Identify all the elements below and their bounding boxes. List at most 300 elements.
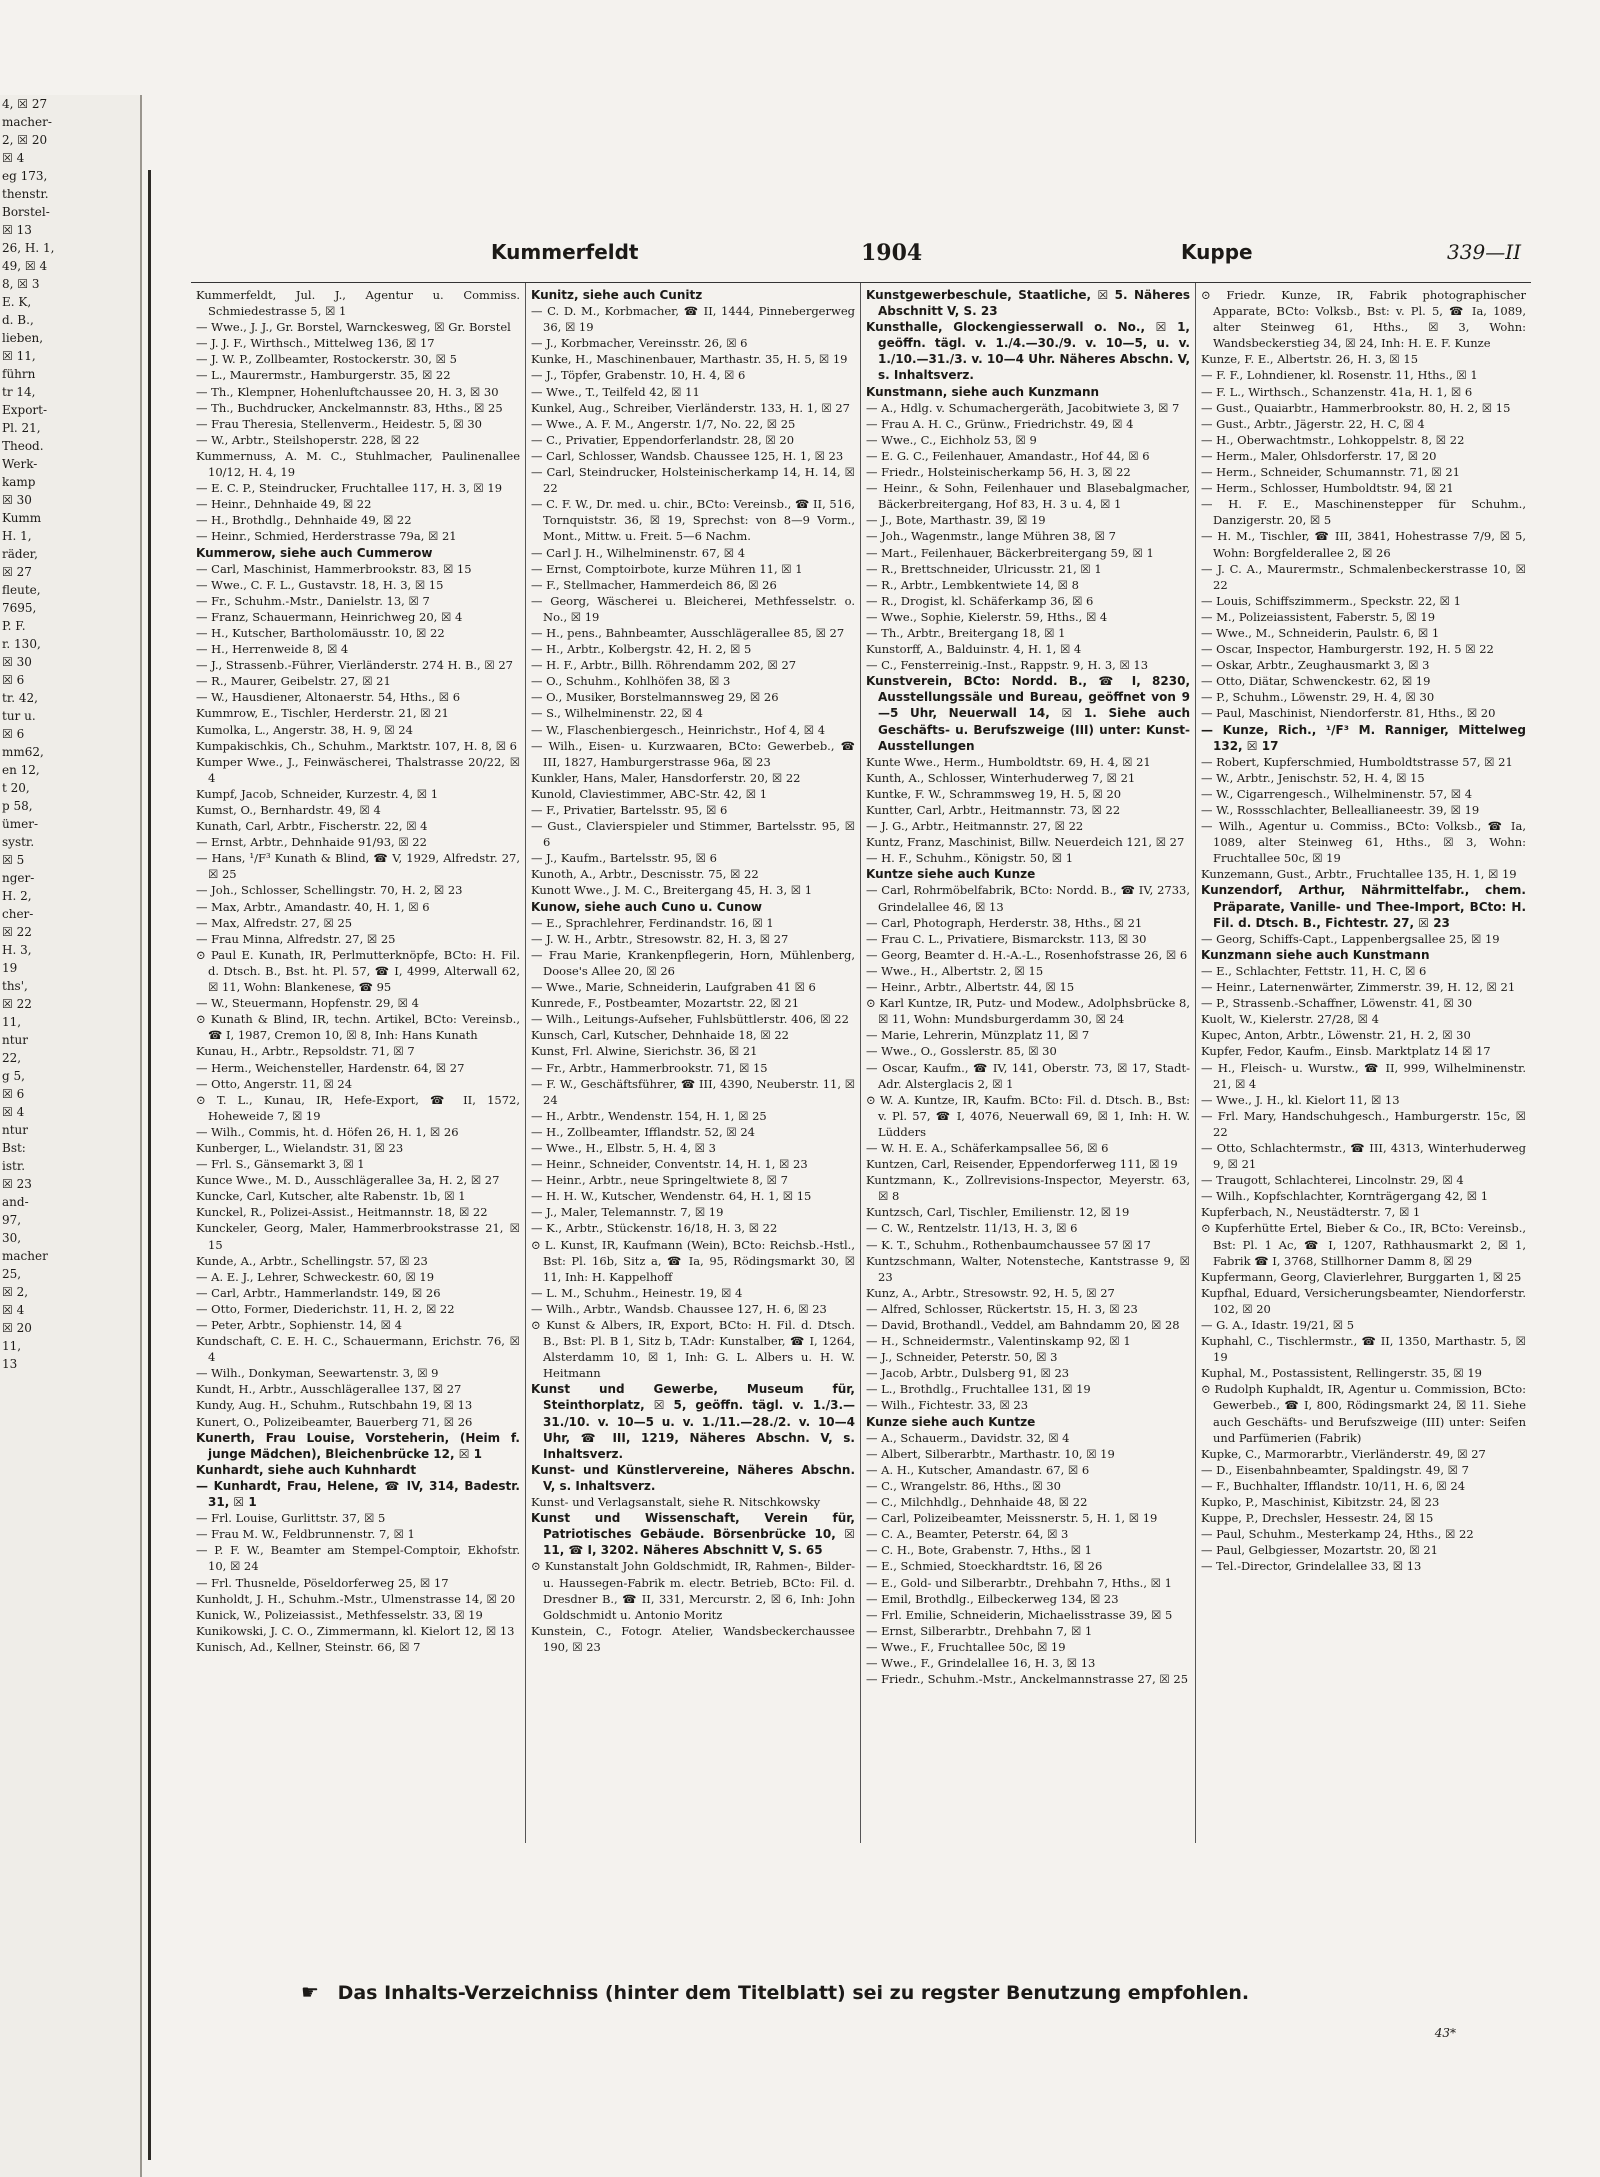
previous-page-fragment: Kumm	[2, 511, 42, 525]
directory-entry: Kuncke, Carl, Kutscher, alte Rabenstr. 1b, ☒ 1	[196, 1189, 466, 1204]
directory-entry: Kundy, Aug. H., Schuhm., Rutschbahn 19, ☒ 13	[196, 1398, 473, 1413]
directory-entry: — Max, Alfredstr. 27, ☒ 25	[196, 915, 353, 930]
directory-entry: — K. T., Schuhm., Rothenbaumchaussee 57 ☒ 17	[866, 1237, 1151, 1252]
directory-entry: — Joh., Schlosser, Schellingstr. 70, H. 2, ☒ 23	[196, 883, 463, 898]
directory-entry: Kundt, H., Arbtr., Ausschlägerallee 137, ☒ 27	[196, 1382, 462, 1397]
directory-entry: Kunth, A., Schlosser, Winterhuderweg 7, ☒ 21	[866, 770, 1136, 785]
directory-entry: Kunow, siehe auch Cuno u. Cunow	[531, 899, 763, 914]
directory-entry: Kunst, Frl. Alwine, Sierichstr. 36, ☒ 21	[531, 1044, 758, 1059]
directory-entry: Kuphal, M., Postassistent, Rellingerstr. 35, ☒ 19	[1201, 1366, 1483, 1381]
directory-entry: Kupke, C., Marmorarbtr., Vierländerstr. 49, ☒ 27	[1201, 1446, 1486, 1461]
directory-entry: — Carl, Arbtr., Hammerlandstr. 149, ☒ 26	[196, 1285, 441, 1300]
directory-entry: Kunzmann siehe auch Kunstmann	[1201, 947, 1430, 962]
directory-entry: — Fr., Schuhm.-Mstr., Danielstr. 13, ☒ 7	[196, 593, 430, 608]
previous-page-fragment: Werk-	[2, 457, 38, 471]
directory-entry: — J., Strassenb.-Führer, Vierländerstr. 274 H. B., ☒ 27	[196, 658, 513, 673]
directory-entry: — Wilh., Leitungs-Aufseher, Fuhlsbüttlerstr. 406, ☒ 22	[531, 1012, 849, 1027]
directory-entry: ⊙ Kunath & Blind, IR, techn. Artikel, BCto: Vereinsb., ☎ I, 1987, Cremon 10, ☒ 8, Inh: Hans Kunath	[196, 1012, 520, 1043]
directory-entry: — Herm., Maler, Ohlsdorferstr. 17, ☒ 20	[1201, 448, 1437, 463]
directory-entry: — W., Flaschenbiergesch., Heinrichstr., Hof 4, ☒ 4	[531, 722, 826, 737]
directory-entry: — Kunze, Rich., ¹/F³ M. Ranniger, Mittelweg 132, ☒ 17	[1201, 722, 1526, 753]
directory-entry: Kunsthalle, Glockengiesserwall o. No., ☒ 1, geöffn. tägl. v. 1./4.—30./9. v. 10—5, u. v. 1./10.—31./3. v. 10—4 Uhr. Näheres Abschn. V, s. Inhaltsverz.	[866, 320, 1190, 383]
previous-page-fragment: H. 1,	[2, 529, 32, 543]
directory-entry: — J. W. P., Zollbeamter, Rostockerstr. 30, ☒ 5	[196, 352, 457, 367]
directory-entry: — C. D. M., Korbmacher, ☎ II, 1444, Pinnebergerweg 36, ☒ 19	[531, 304, 855, 335]
previous-page-fragment: ☒ 30	[2, 493, 32, 507]
directory-entry: — C., Wrangelstr. 86, Hths., ☒ 30	[866, 1478, 1061, 1493]
directory-page	[148, 170, 1551, 2160]
directory-entry: — C. F. W., Dr. med. u. chir., BCto: Vereinsb., ☎ II, 516, Tornquiststr. 36, ☒ 19, Sprechst: von 8—9 Vorm., Mont., Mittw. u. Freit. 5—6 Nachm.	[531, 497, 855, 544]
directory-entry: — C., Fensterreinig.-Inst., Rappstr. 9, H. 3, ☒ 13	[866, 658, 1149, 673]
directory-entry: Kuntz, Franz, Maschinist, Billw. Neuerdeich 121, ☒ 27	[866, 835, 1185, 850]
directory-entry: — Frau A. H. C., Grünw., Friedrichstr. 49, ☒ 4	[866, 416, 1134, 431]
directory-entry: — Gust., Arbtr., Jägerstr. 22, H. C, ☒ 4	[1201, 416, 1425, 431]
directory-entry: — F., Privatier, Bartelsstr. 95, ☒ 6	[531, 803, 728, 817]
directory-entry: — H. F., Schuhm., Königstr. 50, ☒ 1	[866, 851, 1074, 866]
directory-entry: — A., Schauerm., Davidstr. 32, ☒ 4	[866, 1430, 1070, 1445]
previous-page-fragment: systr.	[2, 835, 35, 849]
directory-entry: ⊙ Karl Kuntze, IR, Putz- und Modew., Adolphsbrücke 8, ☒ 11, Wohn: Mundsburgerdamm 30, ☒ 24	[866, 996, 1190, 1027]
directory-entry: Kumpakischkis, Ch., Schuhm., Marktstr. 107, H. 8, ☒ 6	[196, 738, 518, 753]
directory-entry: — D., Eisenbahnbeamter, Spaldingstr. 49, ☒ 7	[1201, 1462, 1469, 1477]
directory-entry: — Wilh., Eisen- u. Kurzwaaren, BCto: Gewerbeb., ☎ III, 1827, Hamburgerstrasse 96a, ☒ 23	[531, 738, 855, 769]
directory-entry: Kunst und Gewerbe, Museum für, Steinthorplatz, ☒ 5, geöffn. tägl. v. 1./3.—31./10. v. 10—5 u. v. 1./11.—28./2. v. 10—4 Uhr, ☎ III, 1219, Näheres Abschn. V, s. Inhaltsverz.	[531, 1382, 855, 1461]
previous-page-fragment: ümer-	[2, 817, 38, 831]
directory-entry: — C. A., Beamter, Peterstr. 64, ☒ 3	[866, 1527, 1069, 1542]
directory-entry: — Louis, Schiffszimmerm., Speckstr. 22, ☒ 1	[1201, 593, 1461, 608]
directory-entry: — E. G. C., Feilenhauer, Amandastr., Hof 44, ☒ 6	[866, 448, 1150, 463]
previous-page-fragment: räder,	[2, 547, 38, 561]
directory-entry: ⊙ W. A. Kuntze, IR, Kaufm. BCto: Fil. d. Dtsch. B., Bst: v. Pl. 57, ☎ I, 4076, Neuerwall 69, ☒ 1, Inh: H. W. Lüdders	[866, 1092, 1190, 1139]
column-3	[861, 283, 1196, 1843]
previous-page-fragment: p 58,	[2, 799, 33, 813]
directory-entry: Kunstverein, BCto: Nordd. B., ☎ I, 8230, Ausstellungssäle und Bureau, geöffnet von 9—5 Uhr, Neuerwall 14, ☒ 1. Siehe auch Geschäfts- u. Berufszweige (III) unter: Kunst-Ausstellungen	[866, 674, 1190, 753]
directory-entry: — Alfred, Schlosser, Rückertstr. 15, H. 3, ☒ 23	[866, 1301, 1138, 1316]
header-year: 1904	[861, 240, 923, 266]
previous-page-fragment: ☒ 6	[2, 673, 25, 687]
previous-page-fragment: Bst:	[2, 1141, 26, 1155]
directory-entry: — Frau C. L., Privatiere, Bismarckstr. 113, ☒ 30	[866, 931, 1147, 946]
directory-entry: ⊙ Kunstanstalt John Goldschmidt, IR, Rahmen-, Bilder- u. Haussegen-Fabrik m. electr. Betrieb, BCto: Fil. d. Dresdner B., ☎ II, 331, Mercurstr. 2, ☒ 6, Inh: John Goldschmidt u. Antonio Moritz	[531, 1559, 855, 1622]
directory-entry: — Wwe., J. J., Gr. Borstel, Warnckesweg, ☒ Gr. Borstel	[196, 320, 511, 335]
directory-columns	[191, 282, 1531, 1843]
previous-page-fragment: 11,	[2, 1015, 22, 1029]
directory-entry: Kunerth, Frau Louise, Vorsteherin, (Heim f. junge Mädchen), Bleichenbrücke 12, ☒ 1	[196, 1430, 520, 1461]
previous-page-fragment: 49, ☒ 4	[2, 259, 48, 273]
directory-entry: — H. F., Arbtr., Billh. Röhrendamm 202, ☒ 27	[531, 658, 797, 673]
directory-entry: Kundschaft, C. E. H. C., Schauermann, Erichstr. 76, ☒ 4	[196, 1334, 520, 1365]
directory-entry: Kunst und Wissenschaft, Verein für, Patriotisches Gebäude. Börsenbrücke 10, ☒ 11, ☎ I, 3202. Näheres Abschnitt V, S. 65	[531, 1511, 855, 1558]
previous-page-fragment: ☒ 4	[2, 151, 25, 165]
directory-entry: — A., Hdlg. v. Schumachergeräth, Jacobitwiete 3, ☒ 7	[866, 400, 1180, 415]
directory-entry: — H., Oberwachtmstr., Lohkoppelstr. 8, ☒ 22	[1201, 432, 1465, 447]
directory-entry: — W., Arbtr., Jenischstr. 52, H. 4, ☒ 15	[1201, 770, 1425, 785]
directory-entry: Kunzemann, Gust., Arbtr., Fruchtallee 135, H. 1, ☒ 19	[1201, 867, 1517, 882]
directory-entry: — Wwe., C., Eichholz 53, ☒ 9	[866, 432, 1037, 447]
directory-entry: Kummerfeldt, Jul. J., Agentur u. Commiss. Schmiedestrasse 5, ☒ 1	[196, 288, 520, 319]
directory-entry: Kunikowski, J. C. O., Zimmermann, kl. Kielort 12, ☒ 13	[196, 1623, 515, 1638]
previous-page-fragment: ☒ 6	[2, 1087, 25, 1101]
directory-entry: Kunau, H., Arbtr., Repsoldstr. 71, ☒ 7	[196, 1044, 415, 1059]
directory-entry: Kupferbach, N., Neustädterstr. 7, ☒ 1	[1201, 1205, 1421, 1220]
previous-page-fragment: 26, H. 1,	[2, 241, 55, 255]
directory-entry: — Wwe., C. F. L., Gustavstr. 18, H. 3, ☒ 15	[196, 577, 444, 592]
previous-page-fragment: P. F.	[2, 619, 26, 633]
directory-entry: Kunst- und Künstlervereine, Näheres Abschn. V, s. Inhaltsverz.	[531, 1462, 855, 1493]
directory-entry: — Th., Buchdrucker, Anckelmannstr. 83, Hths., ☒ 25	[196, 400, 503, 415]
directory-entry: — Carl, Maschinist, Hammerbrookstr. 83, ☒ 15	[196, 561, 472, 576]
header-left-keyword: Kummerfeldt	[491, 240, 639, 264]
previous-page-fragment: 7695,	[2, 601, 37, 615]
previous-page-fragment: macher-	[2, 115, 52, 129]
directory-entry: — Friedr., Holsteinischerkamp 56, H. 3, ☒ 22	[866, 465, 1131, 480]
directory-entry: — O., Schuhm., Kohlhöfen 38, ☒ 3	[531, 674, 731, 689]
directory-entry: — Kunhardt, Frau, Helene, ☎ IV, 314, Badestr. 31, ☒ 1	[196, 1478, 520, 1510]
column-1	[191, 283, 526, 1843]
previous-page-fragment: ☒ 27	[2, 565, 32, 579]
directory-entry: — P. F. W., Beamter am Stempel-Comptoir, Ekhofstr. 10, ☒ 24	[196, 1543, 520, 1574]
directory-entry: — E., Gold- und Silberarbtr., Drehbahn 7, Hths., ☒ 1	[866, 1575, 1172, 1590]
directory-entry: — H., Kutscher, Bartholomäusstr. 10, ☒ 22	[196, 625, 445, 640]
previous-page-fragment: 4, ☒ 27	[2, 97, 48, 111]
directory-entry: — K., Arbtr., Stückenstr. 16/18, H. 3, ☒ 22	[531, 1221, 778, 1236]
directory-entry: — Herm., Weichensteller, Hardenstr. 64, ☒ 27	[196, 1060, 465, 1075]
directory-entry: Kuntze siehe auch Kunze	[866, 867, 1036, 882]
directory-entry: — Wwe., A. F. M., Angerstr. 1/7, No. 22, ☒ 25	[531, 416, 796, 431]
directory-entry: Kumpf, Jacob, Schneider, Kurzestr. 4, ☒ 1	[196, 786, 439, 801]
previous-page-fragment: en 12,	[2, 763, 40, 777]
directory-entry: — L., Maurermstr., Hamburgerstr. 35, ☒ 22	[196, 368, 451, 383]
directory-entry: Kunze, F. E., Albertstr. 26, H. 3, ☒ 15	[1201, 352, 1419, 367]
directory-entry: — Oscar, Inspector, Hamburgerstr. 192, H. 5 ☒ 22	[1201, 642, 1494, 657]
previous-page-fragment: führn	[2, 367, 36, 381]
directory-entry: — Paul, Schuhm., Mesterkamp 24, Hths., ☒ 22	[1201, 1527, 1474, 1542]
directory-entry: — Gust., Clavierspieler und Stimmer, Bartelsstr. 95, ☒ 6	[531, 819, 855, 850]
directory-entry: Kupko, P., Maschinist, Kibitzstr. 24, ☒ 23	[1201, 1495, 1440, 1510]
directory-entry: — L. M., Schuhm., Heinestr. 19, ☒ 4	[531, 1285, 743, 1300]
directory-entry: — R., Drogist, kl. Schäferkamp 36, ☒ 6	[866, 593, 1094, 608]
directory-entry: — Franz, Schauermann, Heinrichweg 20, ☒ 4	[196, 609, 463, 624]
directory-entry: — H., Schneidermstr., Valentinskamp 92, ☒ 1	[866, 1334, 1131, 1349]
directory-entry: — Frl. Louise, Gurlittstr. 37, ☒ 5	[196, 1511, 386, 1526]
previous-page-fragment: thenstr.	[2, 187, 49, 201]
directory-entry: — Heinr., Schmied, Herderstrasse 79a, ☒ 21	[196, 529, 457, 544]
directory-entry: — Wwe., F., Grindelallee 16, H. 3, ☒ 13	[866, 1655, 1096, 1670]
directory-entry: Kumst, O., Bernhardstr. 49, ☒ 4	[196, 803, 381, 817]
directory-entry: — H., Fleisch- u. Wurstw., ☎ II, 999, Wilhelminenstr. 21, ☒ 4	[1201, 1060, 1526, 1091]
directory-entry: — Carl, Schlosser, Wandsb. Chaussee 125, H. 1, ☒ 23	[531, 448, 844, 463]
previous-page-fragment: cher-	[2, 907, 34, 921]
previous-page-fragment: E. K,	[2, 295, 32, 309]
directory-entry: Kunckel, R., Polizei-Assist., Heitmannstr. 18, ☒ 22	[196, 1205, 488, 1220]
directory-entry: — H. M., Tischler, ☎ III, 3841, Hohestrasse 7/9, ☒ 5, Wohn: Borgfelderallee 2, ☒ 26	[1201, 529, 1526, 560]
directory-entry: — Paul, Gelbgiesser, Mozartstr. 20, ☒ 21	[1201, 1543, 1439, 1558]
directory-entry: — Peter, Arbtr., Sophienstr. 14, ☒ 4	[196, 1318, 402, 1332]
directory-entry: Kunst- und Verlagsanstalt, siehe R. Nitschkowsky	[531, 1495, 821, 1510]
header-right-keyword: Kuppe	[1181, 240, 1253, 264]
directory-entry: Kunkel, Aug., Schreiber, Vierländerstr. 133, H. 1, ☒ 27	[531, 400, 850, 415]
directory-entry: Kunitz, siehe auch Cunitz	[531, 288, 703, 302]
pointing-hand-icon: ☛	[301, 1980, 319, 2004]
footer-text: Das Inhalts-Verzeichniss (hinter dem Titelblatt) sei zu regster Benutzung empfohlen.	[337, 1982, 1250, 2004]
directory-entry: — Heinr., Schneider, Conventstr. 14, H. 1, ☒ 23	[531, 1157, 808, 1172]
previous-page-fragment: istr.	[2, 1159, 26, 1173]
directory-entry: Kunholdt, J. H., Schuhm.-Mstr., Ulmenstrasse 14, ☒ 20	[196, 1591, 516, 1606]
directory-entry: — Wwe., Sophie, Kielerstr. 59, Hths., ☒ 4	[866, 609, 1108, 624]
directory-entry: — Wwe., H., Elbstr. 5, H. 4, ☒ 3	[531, 1140, 716, 1155]
previous-page-fragment: Theod.	[2, 439, 44, 453]
directory-entry: Kunstmann, siehe auch Kunzmann	[866, 384, 1100, 399]
directory-entry: — Otto, Former, Diederichstr. 11, H. 2, ☒ 22	[196, 1301, 455, 1316]
directory-entry: Kunoth, A., Arbtr., Descnisstr. 75, ☒ 22	[531, 867, 759, 882]
directory-entry: — J., Kaufm., Bartelsstr. 95, ☒ 6	[531, 851, 717, 866]
directory-entry: ⊙ T. L., Kunau, IR, Hefe-Export, ☎ II, 1572, Hoheweide 7, ☒ 19	[196, 1092, 520, 1123]
previous-page-fragment: ☒ 4	[2, 1303, 25, 1317]
directory-entry: — Frau M. W., Feldbrunnenstr. 7, ☒ 1	[196, 1527, 415, 1542]
previous-page-fragment: ☒ 6	[2, 727, 25, 741]
directory-entry: — J., Schneider, Peterstr. 50, ☒ 3	[866, 1350, 1058, 1365]
directory-entry: — F. L., Wirthsch., Schanzenstr. 41a, H. 1, ☒ 6	[1201, 384, 1473, 399]
previous-page-fragment: r. 130,	[2, 637, 41, 651]
previous-page-fragment: 13	[2, 1357, 18, 1371]
directory-entry: — Wwe., M., Schneiderin, Paulstr. 6, ☒ 1	[1201, 625, 1440, 640]
directory-entry: — Ernst, Comptoirbote, kurze Mühren 11, ☒ 1	[531, 561, 803, 576]
signature-mark: 43*	[1434, 2026, 1456, 2040]
directory-entry: Kumper Wwe., J., Feinwäscherei, Thalstrasse 20/22, ☒ 4	[196, 754, 520, 785]
directory-entry: — W., Hausdiener, Altonaerstr. 54, Hths., ☒ 6	[196, 690, 461, 705]
directory-entry: — W. H. E. A., Schäferkampsallee 56, ☒ 6	[866, 1140, 1109, 1155]
previous-page-fragment: tur u.	[2, 709, 36, 723]
directory-entry: — Paul, Maschinist, Niendorferstr. 81, Hths., ☒ 20	[1201, 706, 1496, 721]
directory-entry: Kummernuss, A. M. C., Stuhlmacher, Paulinenallee 10/12, H. 4, 19	[196, 448, 520, 480]
directory-entry: Kunke, H., Maschinenbauer, Marthastr. 35, H. 5, ☒ 19	[531, 352, 848, 367]
previous-page-fragment: ☒ 22	[2, 997, 32, 1011]
directory-entry: — W., Rossschlachter, Belleallianeestr. 39, ☒ 19	[1201, 803, 1480, 817]
page-number: 339—II	[1447, 240, 1521, 264]
directory-entry: — P., Schuhm., Löwenstr. 29, H. 4, ☒ 30	[1201, 690, 1435, 705]
directory-entry: — Wwe., Marie, Schneiderin, Laufgraben 41 ☒ 6	[531, 980, 816, 995]
directory-entry: — Ernst, Arbtr., Dehnhaide 91/93, ☒ 22	[196, 835, 427, 850]
directory-entry: — C., Privatier, Eppendorferlandstr. 28, ☒ 20	[531, 432, 795, 447]
directory-entry: — R., Brettschneider, Ulricusstr. 21, ☒ 1	[866, 561, 1102, 576]
directory-entry: ⊙ L. Kunst, IR, Kaufmann (Wein), BCto: Reichsb.-Hstl., Bst: Pl. 16b, Sitz a, ☎ Ia, 95, Rödingsmarkt 30, ☒ 11, Inh: H. Kappelhoff	[531, 1237, 855, 1284]
directory-entry: Kunick, W., Polizeiassist., Methfesselstr. 33, ☒ 19	[196, 1607, 483, 1622]
directory-entry: — C. W., Rentzelstr. 11/13, H. 3, ☒ 6	[866, 1221, 1078, 1236]
directory-entry: — O., Musiker, Borstelmannsweg 29, ☒ 26	[531, 690, 779, 705]
directory-entry: Kupfhal, Eduard, Versicherungsbeamter, Niendorferstr. 102, ☒ 20	[1201, 1285, 1526, 1316]
directory-entry: — Jacob, Arbtr., Dulsberg 91, ☒ 23	[866, 1366, 1070, 1381]
directory-entry: — H. H. W., Kutscher, Wendenstr. 64, H. 1, ☒ 15	[531, 1189, 812, 1204]
directory-entry: — J. W. H., Arbtr., Stresowstr. 82, H. 3, ☒ 27	[531, 931, 789, 946]
directory-entry: — G. A., Idastr. 19/21, ☒ 5	[1201, 1318, 1355, 1332]
directory-entry: Kunath, Carl, Arbtr., Fischerstr. 22, ☒ 4	[196, 819, 428, 834]
directory-entry: — Frl. Emilie, Schneiderin, Michaelisstrasse 39, ☒ 5	[866, 1607, 1173, 1622]
directory-entry: — Wilh., Agentur u. Commiss., BCto: Volksb., ☎ Ia, 1089, alter Steinweg 61, Hths., ☒ 3, Wohn: Fruchtallee 50c, ☒ 19	[1201, 819, 1526, 866]
directory-entry: Kuntzsch, Carl, Tischler, Emilienstr. 12, ☒ 19	[866, 1205, 1130, 1220]
directory-entry: — Fr., Arbtr., Hammerbrookstr. 71, ☒ 15	[531, 1060, 768, 1075]
directory-entry: — Heinr., Arbtr., neue Springeltwiete 8, ☒ 7	[531, 1173, 788, 1188]
directory-entry: — H., pens., Bahnbeamter, Ausschlägerallee 85, ☒ 27	[531, 625, 845, 640]
directory-entry: — Frau Minna, Alfredstr. 27, ☒ 25	[196, 931, 396, 946]
directory-entry: — Hans, ¹/F³ Kunath & Blind, ☎ V, 1929, Alfredstr. 27, ☒ 25	[196, 851, 520, 882]
directory-entry: — Georg, Schiffs-Capt., Lappenbergsallee 25, ☒ 19	[1201, 931, 1500, 946]
directory-entry: — W., Arbtr., Steilshoperstr. 228, ☒ 22	[196, 432, 420, 447]
directory-entry: Kunstorff, A., Balduinstr. 4, H. 1, ☒ 4	[866, 642, 1082, 657]
previous-page-fragment: Borstel-	[2, 205, 50, 219]
previous-page-fragment: 11,	[2, 1339, 22, 1353]
directory-entry: — H. F. E., Maschinenstepper für Schuhm., Danzigerstr. 20, ☒ 5	[1201, 497, 1526, 528]
previous-page-fragment: Export-	[2, 403, 48, 417]
previous-page-fragment: mm62,	[2, 745, 44, 759]
directory-entry: Kunde, A., Arbtr., Schellingstr. 57, ☒ 23	[196, 1253, 428, 1268]
page-header	[191, 240, 1531, 274]
directory-entry: — Emil, Brothdlg., Eilbeckerweg 134, ☒ 23	[866, 1591, 1119, 1606]
directory-entry: — Wilh., Kopfschlachter, Kornträgergang 42, ☒ 1	[1201, 1189, 1489, 1204]
previous-page-fragment: ☒ 30	[2, 655, 32, 669]
previous-page-fragment: 2, ☒ 20	[2, 133, 48, 147]
previous-page-fragment: d. B.,	[2, 313, 34, 327]
previous-page-fragment: Pl. 21,	[2, 421, 41, 435]
directory-entry: — E., Schmied, Stoeckhardtstr. 16, ☒ 26	[866, 1559, 1103, 1574]
directory-entry: — F., Buchhalter, Ifflandstr. 10/11, H. 6, ☒ 24	[1201, 1478, 1466, 1493]
previous-page-fragment: nger-	[2, 871, 35, 885]
directory-entry: Kunkler, Hans, Maler, Hansdorferstr. 20, ☒ 22	[531, 770, 801, 785]
directory-entry: — Herm., Schlosser, Humboldtstr. 94, ☒ 21	[1201, 481, 1454, 496]
directory-entry: — J. G., Arbtr., Heitmannstr. 27, ☒ 22	[866, 819, 1084, 834]
directory-entry: — Carl, Steindrucker, Holsteinischerkamp 14, H. 14, ☒ 22	[531, 465, 855, 496]
directory-entry: — Th., Arbtr., Breitergang 18, ☒ 1	[866, 625, 1066, 640]
directory-entry: — E., Sprachlehrer, Ferdinandstr. 16, ☒ 1	[531, 915, 774, 930]
directory-entry: — M., Polizeiassistent, Faberstr. 5, ☒ 19	[1201, 609, 1436, 624]
directory-entry: — Otto, Diätar, Schwenckestr. 62, ☒ 19	[1201, 674, 1431, 689]
directory-entry: Kuolt, W., Kielerstr. 27/28, ☒ 4	[1201, 1012, 1379, 1027]
previous-page-fragment: tr 14,	[2, 385, 36, 399]
directory-entry: — E., Schlachter, Fettstr. 11, H. C, ☒ 6	[1201, 963, 1427, 978]
directory-entry: — J., Korbmacher, Vereinsstr. 26, ☒ 6	[531, 336, 748, 351]
directory-entry: Kuphahl, C., Tischlermstr., ☎ II, 1350, Marthastr. 5, ☒ 19	[1201, 1334, 1526, 1365]
previous-page-fragment: ☒ 13	[2, 223, 32, 237]
directory-entry: — Frau Theresia, Stellenverm., Heidestr. 5, ☒ 30	[196, 416, 483, 431]
directory-entry: — C., Milchhdlg., Dehnhaide 48, ☒ 22	[866, 1495, 1088, 1510]
directory-entry: Kunrede, F., Postbeamter, Mozartstr. 22, ☒ 21	[531, 996, 800, 1011]
directory-entry: Kummerow, siehe auch Cummerow	[196, 545, 433, 560]
previous-page-fragment: fleute,	[2, 583, 41, 597]
directory-entry: — A. H., Kutscher, Amandastr. 67, ☒ 6	[866, 1462, 1090, 1477]
directory-entry: — Oscar, Kaufm., ☎ IV, 141, Oberstr. 73, ☒ 17, Stadt-Adr. Alsterglacis 2, ☒ 1	[866, 1060, 1190, 1091]
directory-entry: — Otto, Schlachtermstr., ☎ III, 4313, Winterhuderweg 9, ☒ 21	[1201, 1140, 1526, 1172]
directory-entry: Kunce Wwe., M. D., Ausschlägerallee 3a, H. 2, ☒ 27	[196, 1173, 500, 1188]
previous-page-fragment: ☒ 22	[2, 925, 32, 939]
directory-entry: ⊙ Friedr. Kunze, IR, Fabrik photographischer Apparate, BCto: Volksb., Bst: v. Pl. 5, ☎ Ia, 1089, alter Steinweg 61, Hths., ☒ 3, Wohn: Wandsbeckerstieg 34, ☒ 24, Inh: H. E. F. Kunze	[1201, 288, 1526, 351]
directory-entry: Kuntzen, Carl, Reisender, Eppendorferweg 111, ☒ 19	[866, 1157, 1178, 1172]
directory-entry: Kunte Wwe., Herm., Humboldtstr. 69, H. 4, ☒ 21	[866, 754, 1151, 769]
previous-page-fragment: t 20,	[2, 781, 30, 795]
previous-page-fragment: 19	[2, 961, 18, 975]
directory-entry: — Heinr., & Sohn, Feilenhauer und Blasebalgmacher, Bäckerbreitergang, Hof 83, H. 3 u. 4, ☒ 1	[866, 481, 1190, 512]
previous-page-fragment: H. 3,	[2, 943, 32, 957]
previous-page-fragment: ☒ 20	[2, 1321, 32, 1335]
directory-entry: — Frl. Thusnelde, Pöseldorferweg 25, ☒ 17	[196, 1575, 449, 1590]
directory-entry: — Friedr., Schuhm.-Mstr., Anckelmannstrasse 27, ☒ 25	[866, 1672, 1189, 1687]
previous-page-fragment: ☒ 11,	[2, 349, 36, 363]
directory-entry: — Robert, Kupferschmied, Humboldtstrasse 57, ☒ 21	[1201, 754, 1513, 769]
directory-entry: — David, Brothandl., Veddel, am Bahndamm 20, ☒ 28	[866, 1318, 1180, 1332]
directory-entry: — Wwe., H., Albertstr. 2, ☒ 15	[866, 963, 1044, 978]
directory-entry: Kumolka, L., Angerstr. 38, H. 9, ☒ 24	[196, 722, 413, 737]
directory-entry: — Herm., Schneider, Schumannstr. 71, ☒ 21	[1201, 465, 1461, 480]
directory-entry: — Frl. S., Gänsemarkt 3, ☒ 1	[196, 1157, 365, 1172]
directory-entry: — Albert, Silberarbtr., Marthastr. 10, ☒ 19	[866, 1446, 1115, 1461]
directory-entry: — Georg, Wäscherei u. Bleicherei, Methfesselstr. o. No., ☒ 19	[531, 593, 855, 624]
directory-entry: — F. F., Lohndiener, kl. Rosenstr. 11, Hths., ☒ 1	[1201, 368, 1478, 383]
previous-page-fragment: eg 173,	[2, 169, 48, 183]
directory-entry: — H., Herrenweide 8, ☒ 4	[196, 642, 349, 657]
directory-entry: — Carl, Rohrmöbelfabrik, BCto: Nordd. B., ☎ IV, 2733, Grindelallee 46, ☒ 13	[866, 883, 1190, 914]
directory-entry: — F., Stellmacher, Hammerdeich 86, ☒ 26	[531, 577, 777, 592]
directory-entry: — Wwe., T., Teilfeld 42, ☒ 11	[531, 384, 700, 399]
directory-entry: — Frl. Mary, Handschuhgesch., Hamburgerstr. 15c, ☒ 22	[1201, 1108, 1526, 1139]
directory-entry: — Wwe., J. H., kl. Kielort 11, ☒ 13	[1201, 1092, 1400, 1107]
directory-entry: — Wilh., Commis, ht. d. Höfen 26, H. 1, ☒ 26	[196, 1124, 459, 1139]
previous-page-fragment: tr. 42,	[2, 691, 38, 705]
directory-entry: Kummrow, E., Tischler, Herderstr. 21, ☒ 21	[196, 706, 449, 721]
previous-page-fragment: H. 2,	[2, 889, 32, 903]
directory-entry: Kunckeler, Georg, Maler, Hammerbrookstrasse 21, ☒ 15	[196, 1221, 520, 1252]
directory-entry: — Wilh., Arbtr., Wandsb. Chaussee 127, H. 6, ☒ 23	[531, 1301, 827, 1316]
directory-entry: — E. C. P., Steindrucker, Fruchtallee 117, H. 3, ☒ 19	[196, 481, 503, 496]
directory-entry: — R., Arbtr., Lembkentwiete 14, ☒ 8	[866, 577, 1079, 592]
previous-page-fragment: ☒ 4	[2, 1105, 25, 1119]
directory-entry: — Joh., Wagenmstr., lange Mühren 38, ☒ 7	[866, 529, 1116, 544]
previous-page-fragment: ths',	[2, 979, 28, 993]
column-2	[526, 283, 861, 1843]
directory-entry: — Mart., Feilenhauer, Bäckerbreitergang 59, ☒ 1	[866, 545, 1154, 560]
previous-page-fragment: 22,	[2, 1051, 22, 1065]
directory-entry: — S., Wilhelminenstr. 22, ☒ 4	[531, 706, 703, 721]
directory-entry: — Carl, Photograph, Herderstr. 38, Hths., ☒ 21	[866, 915, 1143, 930]
directory-entry: Kunz, A., Arbtr., Stresowstr. 92, H. 5, ☒ 27	[866, 1285, 1115, 1300]
directory-entry: — J., Maler, Telemannstr. 7, ☒ 19	[531, 1205, 724, 1220]
directory-entry: — H., Arbtr., Wendenstr. 154, H. 1, ☒ 25	[531, 1108, 767, 1123]
directory-entry: Kuntke, F. W., Schrammsweg 19, H. 5, ☒ 20	[866, 786, 1122, 801]
directory-entry: — W., Steuermann, Hopfenstr. 29, ☒ 4	[196, 996, 419, 1011]
directory-entry: Kunstein, C., Fotogr. Atelier, Wandsbeckerchaussee 190, ☒ 23	[531, 1623, 855, 1654]
directory-entry: — P., Strassenb.-Schaffner, Löwenstr. 41, ☒ 30	[1201, 996, 1473, 1011]
previous-page-fragment: 97,	[2, 1213, 22, 1227]
directory-entry: — Tel.-Director, Grindelallee 33, ☒ 13	[1201, 1559, 1422, 1574]
previous-page-fragment: and-	[2, 1195, 29, 1209]
previous-page-fragment: ☒ 23	[2, 1177, 32, 1191]
footer-notice	[301, 1980, 1451, 2010]
directory-entry: Kunstgewerbeschule, Staatliche, ☒ 5. Näheres Abschnitt V, S. 23	[866, 288, 1190, 319]
directory-entry: — H., Arbtr., Kolbergstr. 42, H. 2, ☒ 5	[531, 642, 752, 657]
directory-entry: Kuppe, P., Drechsler, Hessestr. 24, ☒ 15	[1201, 1511, 1434, 1526]
directory-entry: — H., Brothdlg., Dehnhaide 49, ☒ 22	[196, 513, 412, 528]
directory-entry: — C. H., Bote, Grabenstr. 7, Hths., ☒ 1	[866, 1543, 1092, 1558]
directory-entry: Kunert, O., Polizeibeamter, Bauerberg 71, ☒ 26	[196, 1414, 473, 1429]
directory-entry: ⊙ Kunst & Albers, IR, Export, BCto: H. Fil. d. Dtsch. B., Bst: Pl. B 1, Sitz b, T.Adr: Kunstalber, ☎ I, 1264, Alsterdamm 10, ☒ 1, Inh: G. L. Albers u. H. W. Heitmann	[531, 1318, 855, 1381]
directory-entry: — J. C. A., Maurermstr., Schmalenbeckerstrasse 10, ☒ 22	[1201, 561, 1526, 592]
previous-page-fragment: kamp	[2, 475, 36, 489]
directory-entry: — Carl, Polizeibeamter, Meissnerstr. 5, H. 1, ☒ 19	[866, 1511, 1158, 1526]
directory-entry: — Ernst, Silberarbtr., Drehbahn 7, ☒ 1	[866, 1623, 1093, 1638]
previous-page-fragment: ntur	[2, 1123, 29, 1137]
previous-page-fragment: lieben,	[2, 331, 44, 345]
directory-entry: Kunott Wwe., J. M. C., Breitergang 45, H. 3, ☒ 1	[531, 883, 813, 898]
directory-entry: — Wilh., Donkyman, Seewartenstr. 3, ☒ 9	[196, 1366, 439, 1381]
previous-page-fragment: 25,	[2, 1267, 22, 1281]
directory-entry: ⊙ Kupferhütte Ertel, Bieber & Co., IR, BCto: Vereinsb., Bst: Pl. 1 Ac, ☎ I, 1207, Rathhausmarkt 2, ☒ 1, Fabrik ☎ I, 3768, Stillhorner Damm 8, ☒ 29	[1201, 1221, 1526, 1268]
